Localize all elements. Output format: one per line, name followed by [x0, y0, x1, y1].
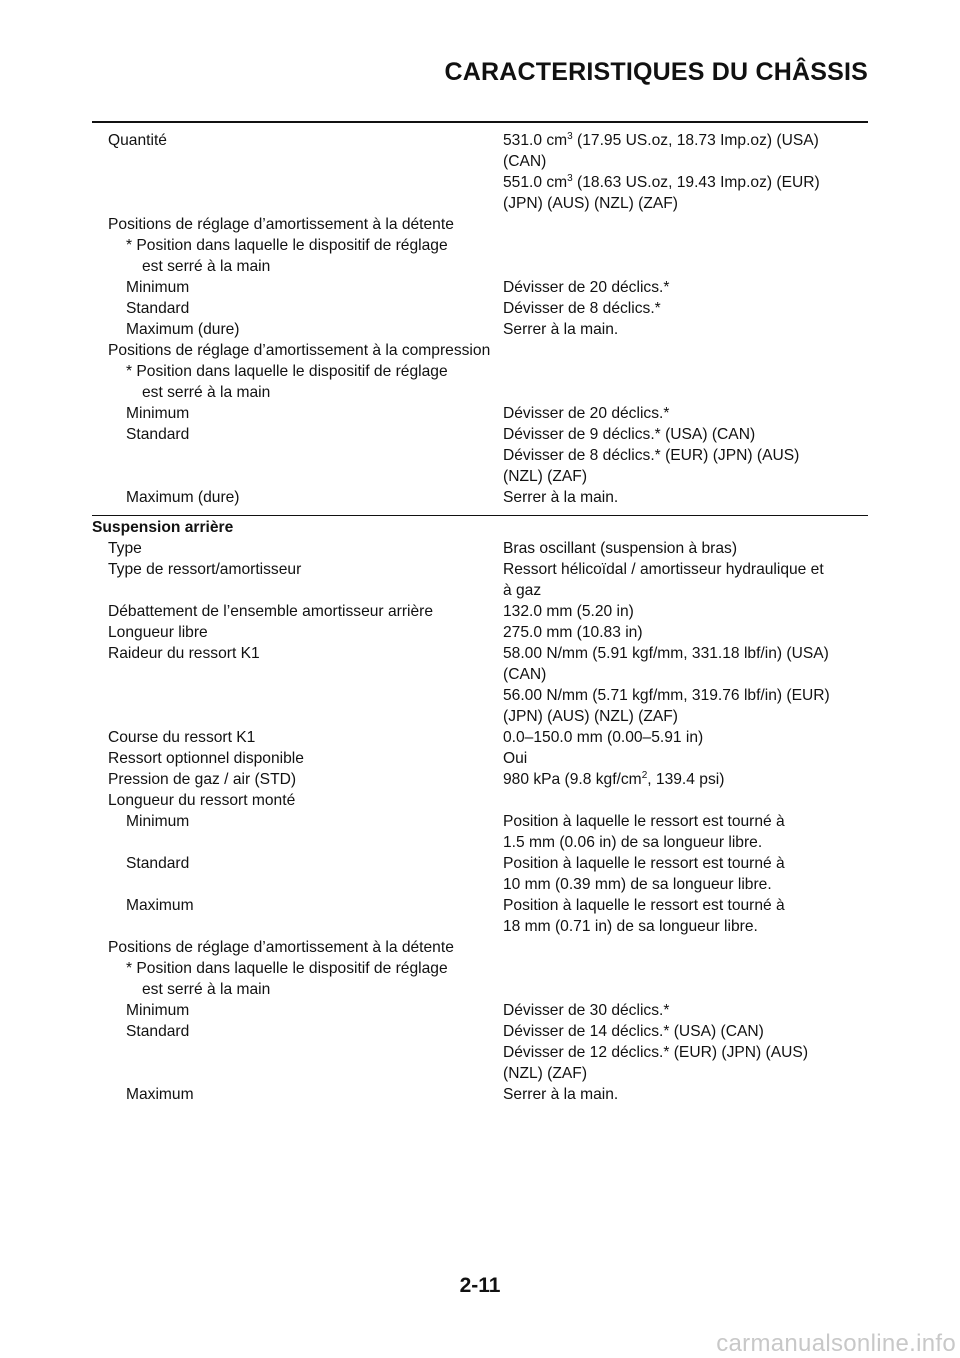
spec-value: Dévisser de 12 déclics.* (EUR) (JPN) (AUS)	[503, 1044, 809, 1061]
spec-value: Dévisser de 14 déclics.* (USA) (CAN)	[503, 1023, 764, 1040]
spec-subheading: Positions de réglage d’amortissement à la détente	[108, 216, 454, 233]
value-text: 980 kPa (9.8 kgf/cm	[503, 771, 642, 788]
section-heading: Suspension arrière	[92, 519, 234, 536]
spec-label: Standard	[126, 855, 190, 872]
spec-value: Dévisser de 8 déclics.*	[503, 300, 661, 317]
spec-row	[92, 1021, 868, 1042]
rear-spec-table	[92, 517, 868, 1105]
spec-subheading: Positions de réglage d’amortissement à la détente	[108, 939, 454, 956]
spec-note: * Position dans laquelle le dispositif de réglage	[126, 960, 448, 977]
spec-value: (JPN) (AUS) (NZL) (ZAF)	[503, 708, 678, 725]
spec-row-heading	[92, 214, 868, 235]
spec-value: (NZL) (ZAF)	[503, 468, 588, 485]
spec-row	[92, 727, 868, 748]
spec-row	[92, 298, 868, 319]
spec-row	[92, 643, 868, 664]
spec-value: (CAN)	[503, 153, 547, 170]
spec-label: Maximum (dure)	[126, 489, 240, 506]
spec-value: 1.5 mm (0.06 in) de sa longueur libre.	[503, 834, 763, 851]
spec-row	[92, 811, 868, 832]
spec-row	[92, 538, 868, 559]
spec-value: Serrer à la main.	[503, 1086, 619, 1103]
spec-label: Type	[108, 540, 142, 557]
spec-label: Maximum	[126, 897, 194, 914]
value-text: (18.63 US.oz, 19.43 Imp.oz) (EUR)	[572, 174, 820, 191]
spec-label: Type de ressort/amortisseur	[108, 561, 302, 578]
spec-subheading: Positions de réglage d’amortissement à la compression	[108, 342, 491, 359]
spec-value: (NZL) (ZAF)	[503, 1065, 588, 1082]
spec-value: 58.00 N/mm (5.91 kgf/mm, 331.18 lbf/in) (USA)	[503, 645, 829, 662]
spec-value: Serrer à la main.	[503, 321, 619, 338]
spec-label: Quantité	[108, 132, 167, 149]
spec-row-heading	[92, 340, 868, 361]
spec-label: Standard	[126, 426, 190, 443]
spec-row	[92, 1084, 868, 1105]
spec-label: Course du ressort K1	[108, 729, 256, 746]
value-text: 551.0 cm	[503, 174, 568, 191]
spec-label: Maximum	[126, 1086, 194, 1103]
spec-value: (CAN)	[503, 666, 547, 683]
spec-value: à gaz	[503, 582, 542, 599]
spec-row	[92, 853, 868, 874]
spec-row	[92, 622, 868, 643]
spec-label: Minimum	[126, 405, 190, 422]
spec-value: 132.0 mm (5.20 in)	[503, 603, 634, 620]
spec-row	[92, 1000, 868, 1021]
spec-label: Débattement de l’ensemble amortisseur arrière	[108, 603, 434, 620]
spec-value: Bras oscillant (suspension à bras)	[503, 540, 738, 557]
spec-label: Ressort optionnel disponible	[108, 750, 304, 767]
spec-value	[503, 130, 868, 151]
spec-value: 0.0–150.0 mm (0.00–5.91 in)	[503, 729, 704, 746]
spec-label: Raideur du ressort K1	[108, 645, 260, 662]
watermark: carmanualsonline.info	[716, 1330, 956, 1357]
spec-label: Standard	[126, 300, 190, 317]
spec-value	[503, 172, 868, 193]
value-text: (17.95 US.oz, 18.73 Imp.oz) (USA)	[572, 132, 819, 149]
spec-value: Dévisser de 20 déclics.*	[503, 405, 670, 422]
page-title: CARACTERISTIQUES DU CHÂSSIS	[444, 58, 868, 86]
spec-row	[92, 769, 868, 790]
spec-row	[92, 601, 868, 622]
spec-row	[92, 895, 868, 916]
spec-row-cont	[92, 193, 868, 214]
superscript: 2	[641, 770, 648, 781]
spec-value: Serrer à la main.	[503, 489, 619, 506]
spec-value: 275.0 mm (10.83 in)	[503, 624, 643, 641]
spec-row	[92, 487, 868, 508]
spec-note: est serré à la main	[142, 384, 271, 401]
spec-note: est serré à la main	[142, 258, 271, 275]
spec-note: * Position dans laquelle le dispositif de réglage	[126, 237, 448, 254]
spec-row-heading	[92, 790, 868, 811]
spec-row-cont	[92, 151, 868, 172]
spec-note: est serré à la main	[142, 981, 271, 998]
spec-row-quantite	[92, 130, 868, 151]
spec-row	[92, 748, 868, 769]
value-text: , 139.4 psi)	[647, 771, 725, 788]
spec-value: Position à laquelle le ressort est tourné à	[503, 897, 785, 914]
page-number: 2-11	[459, 1274, 501, 1297]
spec-row	[92, 559, 868, 580]
spec-label: Maximum (dure)	[126, 321, 240, 338]
spec-value: Position à laquelle le ressort est tourné à	[503, 855, 785, 872]
section-rule	[92, 515, 868, 516]
spec-value: (JPN) (AUS) (NZL) (ZAF)	[503, 195, 678, 212]
spec-row	[92, 277, 868, 298]
spec-value: Dévisser de 20 déclics.*	[503, 279, 670, 296]
spec-value: Dévisser de 9 déclics.* (USA) (CAN)	[503, 426, 756, 443]
spec-label: Standard	[126, 1023, 190, 1040]
superscript: 3	[567, 173, 573, 184]
value-text: 531.0 cm	[503, 132, 568, 149]
spec-value: Dévisser de 8 déclics.* (EUR) (JPN) (AUS)	[503, 447, 800, 464]
spec-value: Ressort hélicoïdal / amortisseur hydraulique et	[503, 561, 824, 578]
spec-label: Pression de gaz / air (STD)	[108, 771, 297, 788]
spec-subheading: Longueur du ressort monté	[108, 792, 296, 809]
spec-table	[92, 130, 868, 508]
spec-row	[92, 424, 868, 445]
spec-value: Dévisser de 30 déclics.*	[503, 1002, 670, 1019]
spec-value	[503, 769, 868, 790]
header-rule	[92, 121, 868, 123]
spec-note: * Position dans laquelle le dispositif de réglage	[126, 363, 448, 380]
spec-row	[92, 319, 868, 340]
spec-row-heading	[92, 937, 868, 958]
spec-label: Minimum	[126, 279, 190, 296]
spec-value: Oui	[503, 750, 528, 767]
spec-value: Position à laquelle le ressort est tourné à	[503, 813, 785, 830]
spec-value: 56.00 N/mm (5.71 kgf/mm, 319.76 lbf/in) (EUR)	[503, 687, 830, 704]
superscript: 3	[567, 131, 573, 142]
spec-value: 18 mm (0.71 in) de sa longueur libre.	[503, 918, 758, 935]
spec-label: Minimum	[126, 813, 190, 830]
spec-value: 10 mm (0.39 mm) de sa longueur libre.	[503, 876, 772, 893]
spec-row-cont	[92, 172, 868, 193]
spec-label: Minimum	[126, 1002, 190, 1019]
spec-row	[92, 403, 868, 424]
spec-label: Longueur libre	[108, 624, 208, 641]
